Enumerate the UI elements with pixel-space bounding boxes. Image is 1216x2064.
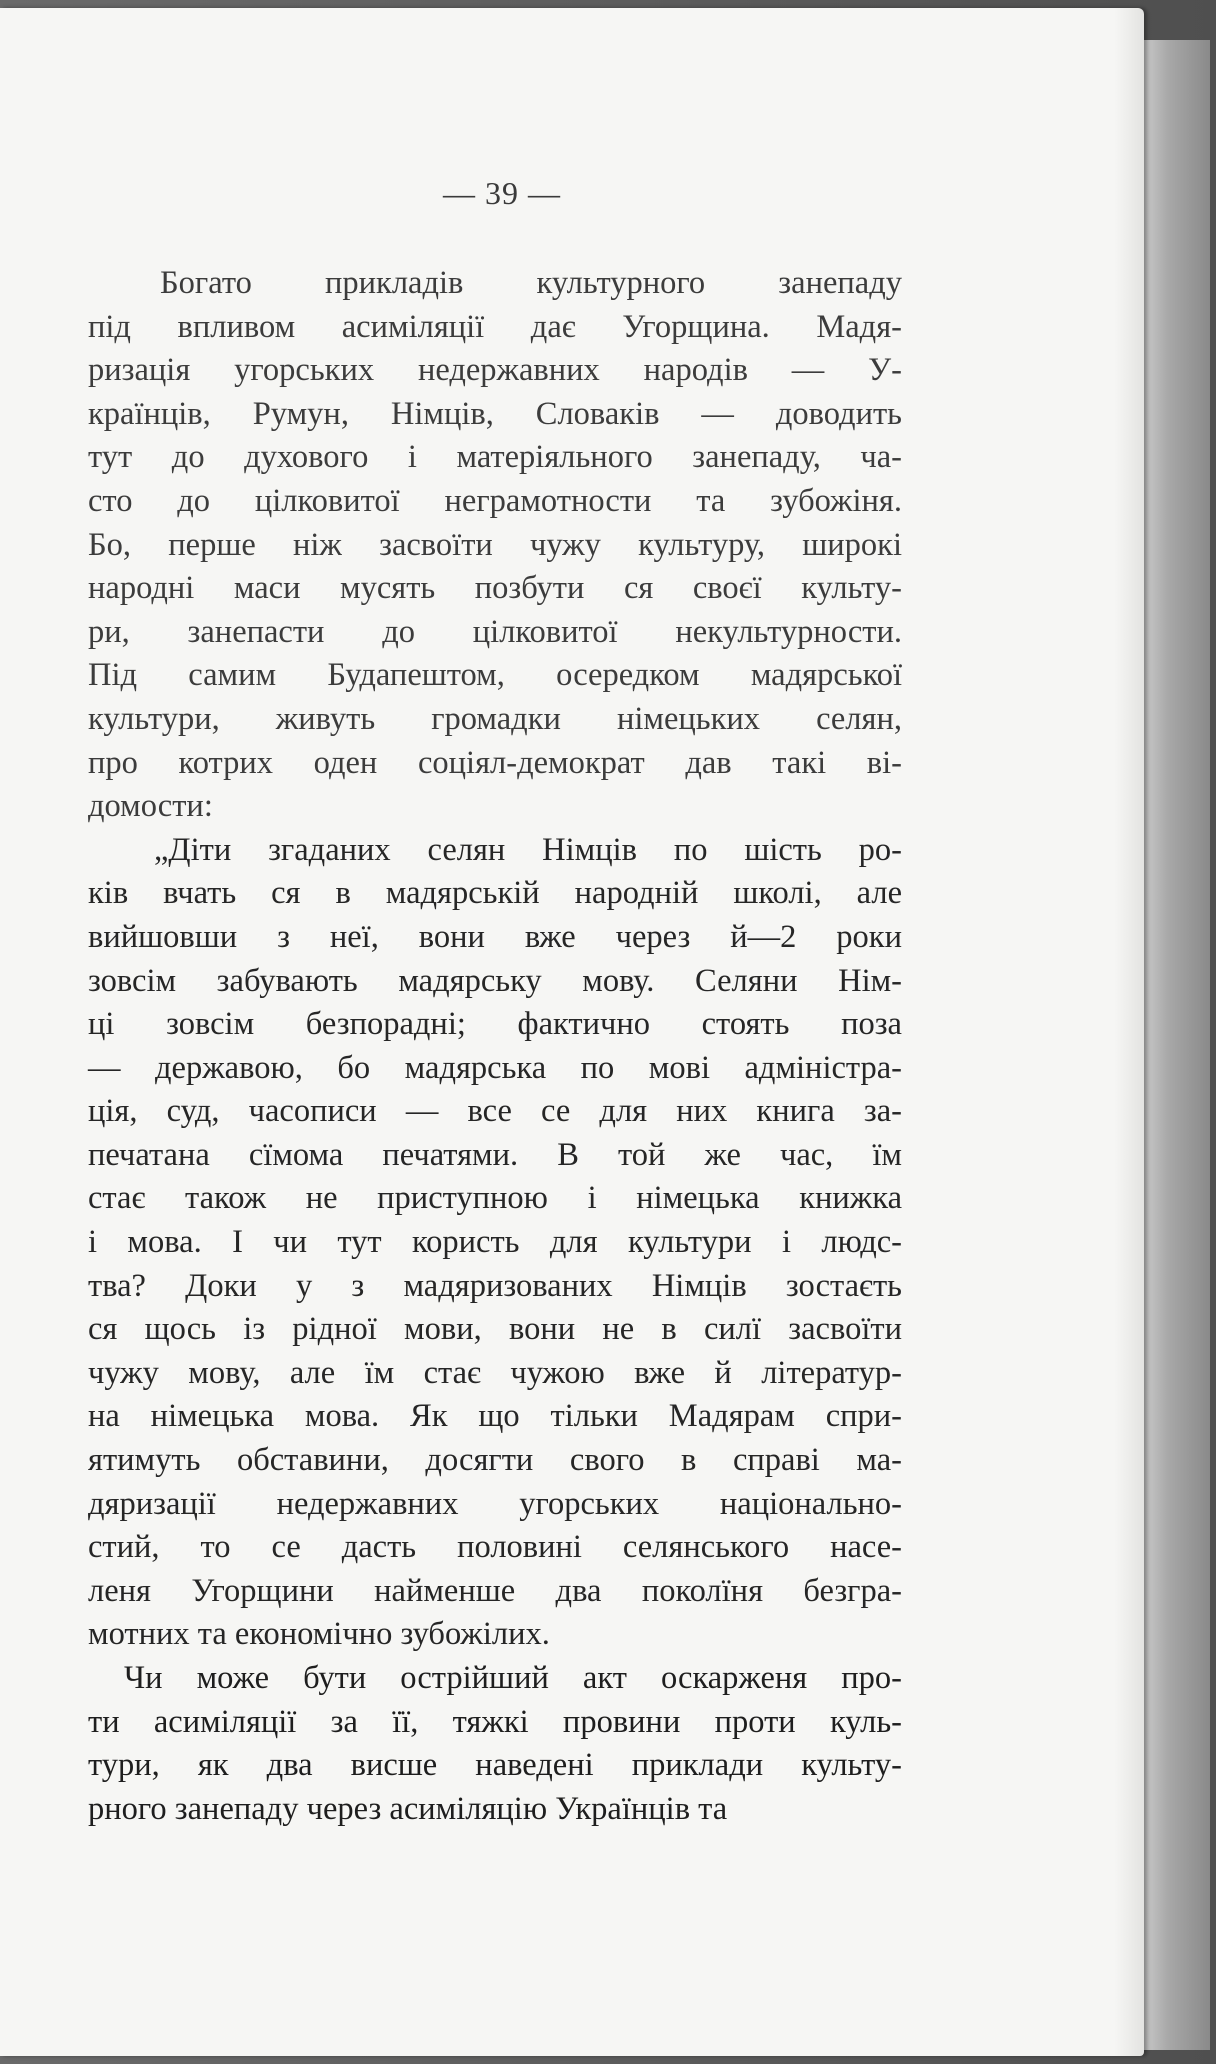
text-line: рного занепаду через асиміляцію Українців та [88, 1790, 728, 1827]
text-line: дяризації недержавних угорських національно- [88, 1485, 902, 1522]
text-line: тва? Доки у з мадяризованих Німців зостаєть [88, 1267, 902, 1304]
text-line: під впливом асиміляції дає Угорщина. Мадя- [88, 308, 902, 345]
text-line: ризація угорських недержавних народів — У- [88, 352, 902, 389]
paragraph-3 [88, 1657, 902, 1831]
text-line: чужу мову, але їм стає чужою вже й літератур- [88, 1354, 902, 1391]
text-line: стає також не приступною і німецька книжка [88, 1180, 902, 1217]
text-line: про котрих оден соціял-демократ дав такі ві- [88, 744, 902, 781]
text-line: вийшовши з неї, вони вже через й—2 роки [88, 918, 902, 955]
text-line: ків вчать ся в мадярській народній школі, але [88, 875, 902, 912]
text-line: тут до духового і матеріяльного занепаду, ча- [88, 439, 902, 476]
text-line: зовсім забувають мадярську мову. Селяни Нім- [88, 962, 902, 999]
text-line: ти асиміляції за її, тяжкі провини проти куль- [88, 1703, 902, 1740]
text-line: стий, то се дасть половині селянського насе- [88, 1529, 902, 1566]
text-line: тури, як два висше наведені приклади культу- [88, 1747, 902, 1784]
text-line: ся щось із рідної мови, вони не в силї засвоїти [88, 1311, 902, 1348]
text-line: печатана сїмома печатями. В той же час, їм [88, 1136, 902, 1173]
text-line: сто до цілковитої неграмотности та зубожіня. [88, 482, 902, 519]
text-line: — державою, бо мадярська по мові адміністра- [88, 1049, 902, 1086]
next-page-edge [1140, 40, 1210, 2050]
text-line: культури, живуть громадки німецьких селян, [88, 700, 902, 737]
text-line: і мова. І чи тут користь для культури і людс- [88, 1224, 902, 1261]
text-line: Під самим Будапештом, осередком мадярської [88, 657, 902, 694]
text-line: леня Угорщини найменше два поколїня безгра- [88, 1572, 902, 1609]
page-number: — 39 — [443, 175, 561, 211]
text-line: на німецька мова. Як що тільки Мадярам спри- [88, 1398, 902, 1435]
text-line: домости: [88, 788, 213, 825]
page-edge-shadow [1114, 8, 1144, 2056]
paragraph-1 [88, 262, 902, 829]
text-line: ятимуть обставини, досягти свого в справі ма- [88, 1442, 902, 1479]
text-line: „Діти згаданих селян Німців по шість ро- [154, 831, 902, 868]
text-line: ція, суд, часописи — все се для них книга за- [88, 1093, 902, 1130]
text-line: народні маси мусять позбути ся своєї культу- [88, 570, 902, 607]
text-line: Богато прикладів культурного занепаду [160, 265, 902, 301]
paragraph-2-quote [88, 829, 902, 1657]
text-line: ри, занепасти до цілковитої некультурности. [88, 613, 902, 650]
text-line: ці зовсім безпорадні; фактично стоять поза [88, 1006, 902, 1043]
text-line: Чи може бути острійший акт оскарженя про- [124, 1660, 902, 1696]
text-line: Бо, перше ніж засвоїти чужу культуру, широкі [88, 526, 902, 563]
text-line: країнців, Румун, Німців, Словаків — доводить [88, 395, 902, 432]
text-line: мотних та економічно зубожілих. [88, 1616, 550, 1653]
body-text [88, 262, 902, 1831]
